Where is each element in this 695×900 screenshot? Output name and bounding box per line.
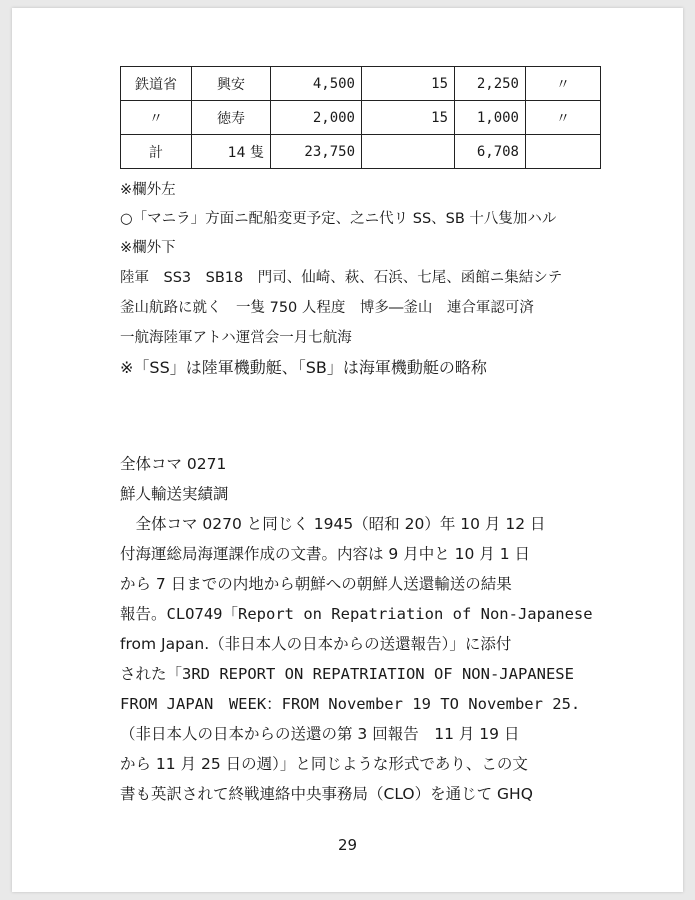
body-line: 全体コマ 0270 と同じく 1945（昭和 20）年 10 月 12 日: [120, 515, 546, 533]
body-line: （非日本人の日本からの送還の第 3 回報告 11 月 19 日: [120, 725, 520, 743]
abbreviation-note: ※「SS」は陸軍機動艇、「SB」は海軍機動艇の略称: [120, 358, 487, 377]
shipping-table: [120, 66, 601, 169]
table-cell: 1,000: [455, 101, 526, 135]
table-row: [121, 101, 601, 135]
body-line: FROM JAPAN WEEK：FROM November 19 TO November 25.: [120, 695, 581, 713]
body-line: から 11 月 25 日の週）」と同じような形式であり、この文: [120, 755, 528, 773]
table-cell: 徳寿: [192, 101, 271, 135]
table-cell: 15: [362, 67, 455, 101]
body-line: 報告。CLO749「Report on Repatriation of Non-Japanese: [120, 605, 593, 623]
section-subheading: 鮮人輸送実績調: [120, 485, 229, 503]
body-line: された「3RD REPORT ON REPATRIATION OF NON-JAPANESE: [120, 665, 574, 683]
table-cell: 15: [362, 101, 455, 135]
body-line: from Japan.（非日本人の日本からの送還報告）」に添付: [120, 635, 512, 653]
table-cell: 6,708: [455, 135, 526, 169]
table-cell: 2,250: [455, 67, 526, 101]
table-cell: 2,000: [271, 101, 362, 135]
table-cell: 23,750: [271, 135, 362, 169]
table-cell: 4,500: [271, 67, 362, 101]
table-cell: 鉄道省: [121, 67, 192, 101]
body-line: 書も英訳されて終戦連絡中央事務局（CLO）を通じて GHQ: [120, 785, 533, 803]
section-heading: 全体コマ 0271: [120, 455, 227, 473]
margin-note: ○「マニラ」方面ニ配船変更予定、之ニ代リ SS、SB 十八隻加ハル: [120, 211, 557, 227]
margin-note: 一航海陸軍アトハ運営会一月七航海: [120, 330, 352, 346]
table-cell: 〃: [121, 101, 192, 135]
margin-note-label: ※欄外下: [120, 240, 176, 256]
table-cell: 〃: [526, 101, 601, 135]
page-number: 29: [337, 836, 358, 854]
table-cell: 14 隻: [192, 135, 271, 169]
margin-note: 釜山航路に就く 一隻 750 人程度 博多―釜山 連合軍認可済: [120, 300, 534, 316]
table-cell: 興安: [192, 67, 271, 101]
table-cell: 〃: [526, 67, 601, 101]
document-page: [12, 8, 683, 892]
margin-note: 陸軍 SS3 SB18 門司、仙崎、萩、石浜、七尾、函館ニ集結シテ: [120, 270, 563, 286]
table-row: [121, 135, 601, 169]
table-cell: [362, 135, 455, 169]
table-row: [121, 67, 601, 101]
table-cell: [526, 135, 601, 169]
table-cell: 計: [121, 135, 192, 169]
margin-note-label: ※欄外左: [120, 182, 176, 198]
body-line: から 7 日までの内地から朝鮮への朝鮮人送還輸送の結果: [120, 575, 512, 593]
body-line: 付海運総局海運課作成の文書。内容は 9 月中と 10 月 1 日: [120, 545, 531, 563]
